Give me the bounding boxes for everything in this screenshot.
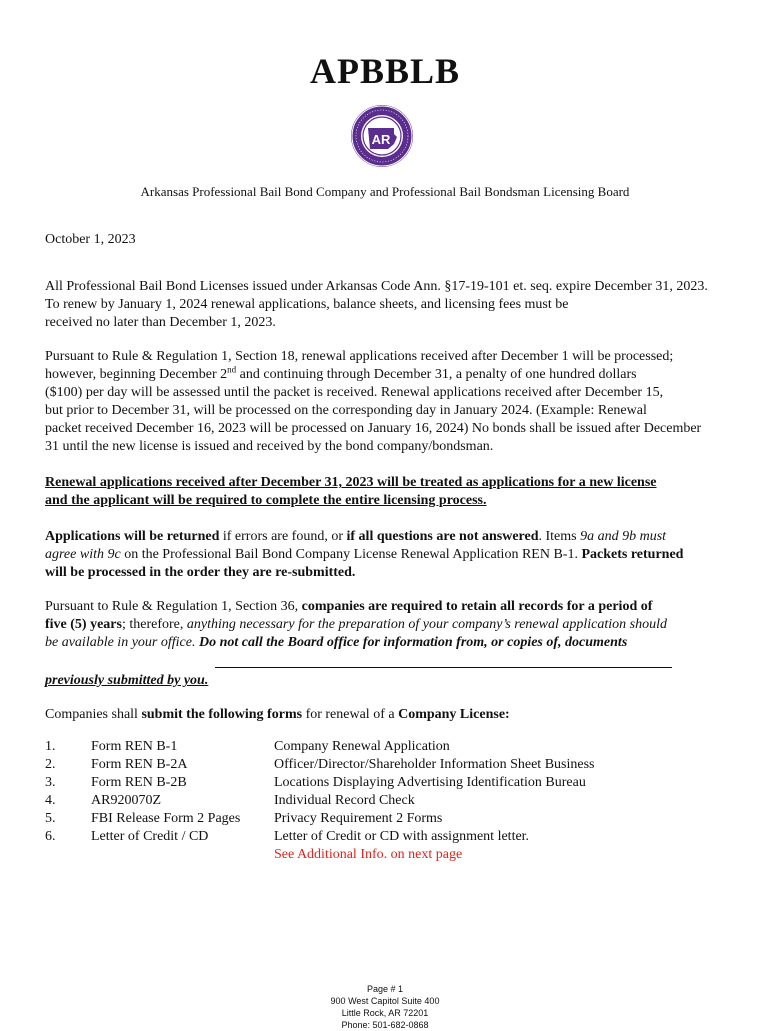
list-item: 4. AR920070Z Individual Record Check (45, 793, 415, 808)
paragraph-record-retention: Pursuant to Rule & Regulation 1, Section 36, companies are required to retain all records for a period of five (5) years; therefore, anything necessary for the preparation of your company’s renewal application should be available in your office. Do not call the Board office for information from, or copies of, documents (45, 599, 667, 650)
board-seal-icon (350, 104, 414, 168)
list-item: 1. Form REN B-1 Company Renewal Application (45, 739, 450, 754)
paragraph-license-expiry: All Professional Bail Bond Licenses issued under Arkansas Code Ann. §17-19-101 et. seq. expire December 31, 2023. To renew by January 1, 2024 renewal applications, balance sheets, and licensing fees must be received no later than December 1, 2023. (45, 279, 708, 330)
paragraph-new-license-warning: Renewal applications received after December 31, 2023 will be treated as applications for a new license and the applicant will be required to complete the entire licensing process. (45, 475, 657, 508)
paragraph-previously-submitted: previously submitted by you. (45, 673, 209, 688)
page-number: Page # 1 (366, 984, 404, 994)
page-title: APBBLB (309, 51, 461, 91)
footer-phone: Phone: 501-682-0868 (341, 1020, 429, 1030)
list-item: 5. FBI Release Form 2 Pages Privacy Requirement 2 Forms (45, 811, 443, 826)
footer-address-line1: 900 West Capitol Suite 400 (330, 996, 440, 1006)
paragraph-returned-applications: Applications will be returned if errors are found, or if all questions are not answered. Items 9a and 9b must agree with 9c on the Professional Bail Bond Company License Renewal Application REN B-1. Packets returned will be processed in the order they are re-submitted. (45, 529, 684, 580)
board-name: Arkansas Professional Bail Bond Company and Professional Bail Bondsman Licensing Board (140, 184, 630, 199)
signature-rule (215, 667, 672, 668)
list-item: 6. Letter of Credit / CD Letter of Credit or CD with assignment letter. (45, 829, 530, 844)
footer-address-line2: Little Rock, AR 72201 (341, 1008, 429, 1018)
letter-date: October 1, 2023 (45, 232, 136, 247)
paragraph-late-penalty: Pursuant to Rule & Regulation 1, Section 18, renewal applications received after December 1 will be processed; however, beginning December 2nd and continuing through December 31, a penalty of one hundred dollars ($100) per day will be assessed until the packet is received. Renewal applications received after December 15, but prior to December 31, will be processed on the corresponding day in January 2024. (Example: Renewal packet received December 16, 2023 will be processed on January 16, 2024) No bonds shall be issued after December 31 until the new license is issued and received by the bond company/bondsman. (45, 349, 702, 454)
list-item: 3. Form REN B-2B Locations Displaying Advertising Identification Bureau (45, 775, 586, 790)
paragraph-forms-intro: Companies shall submit the following forms for renewal of a Company License: (45, 707, 510, 722)
svg-text:AR: AR (371, 132, 391, 147)
additional-info-link[interactable]: See Additional Info. on next page (274, 847, 463, 862)
additional-info-row (45, 846, 685, 864)
forms-list (45, 738, 685, 864)
list-item: 2. Form REN B-2A Officer/Director/Shareholder Information Sheet Business (45, 757, 595, 772)
